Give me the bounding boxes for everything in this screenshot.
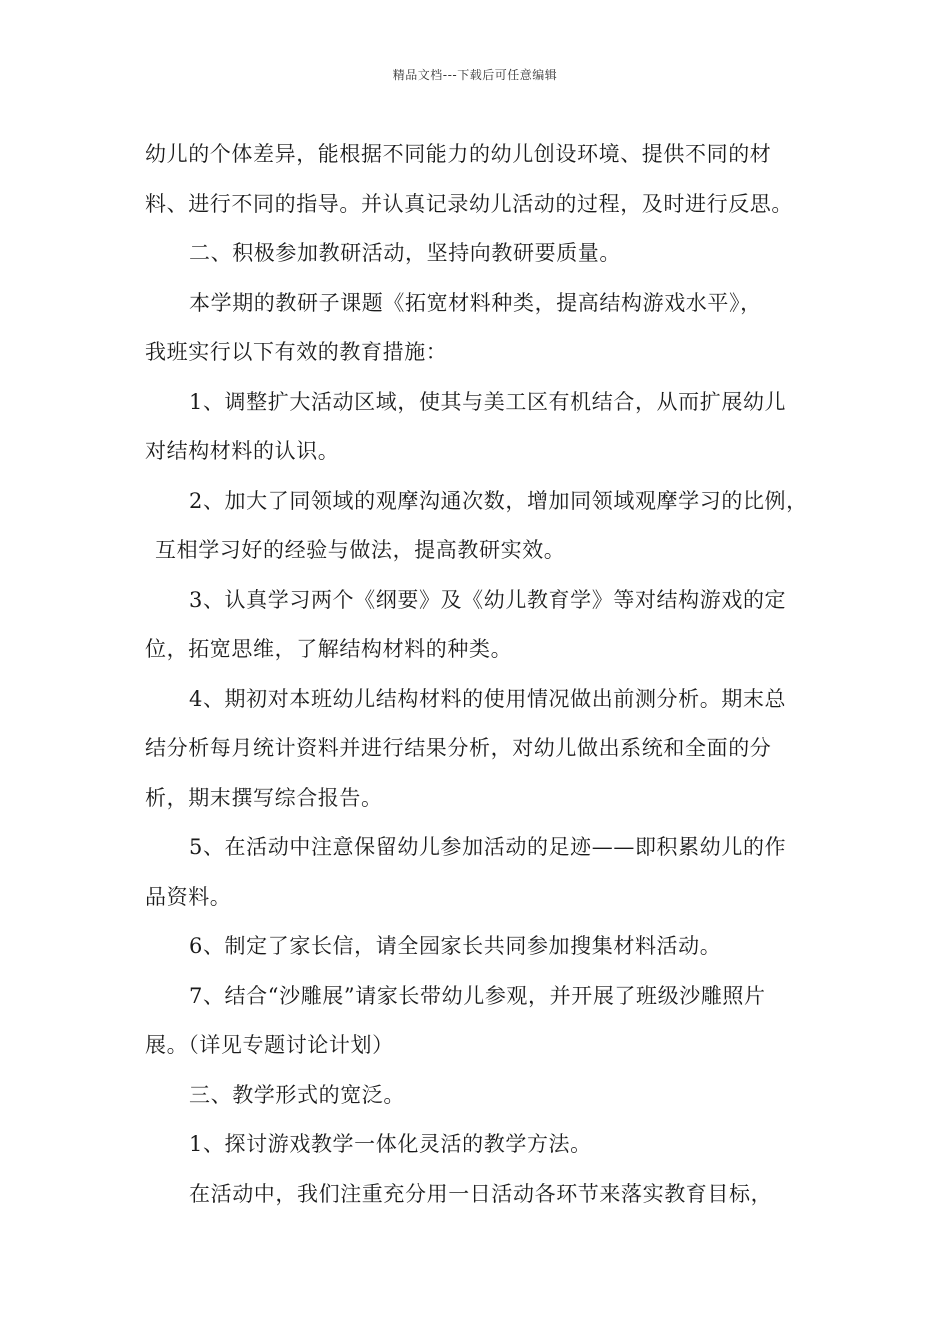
- section-heading: 三、教学形式的宽泛。: [189, 1082, 405, 1107]
- list-item: 7、结合“沙雕展”请家长带幼儿参观，并开展了班级沙雕照片: [189, 983, 766, 1008]
- text-line: 幼儿的个体差异，能根据不同能力的幼儿创设环境、提供不同的材: [145, 142, 772, 166]
- text-line: 品资料。: [145, 884, 232, 909]
- text-line: 展。（详见专题讨论计划）: [145, 1033, 394, 1057]
- text-line: 析，期末撰写综合报告。: [145, 785, 383, 810]
- text-line: 位，拓宽思维，了解结构材料的种类。: [145, 637, 513, 661]
- section-heading: 二、积极参加教研活动，坚持向教研要质量。: [189, 241, 621, 265]
- document-body: [145, 130, 817, 1219]
- text-line: 本学期的教研子课题《拓宽材料种类，提高结构游戏水平》，: [189, 290, 762, 315]
- text-line: 互相学习好的经验与做法，提高教研实效。: [155, 538, 566, 562]
- text-line: 我班实行以下有效的教育措施：: [145, 340, 448, 364]
- list-item: 5、在活动中注意保留幼儿参加活动的足迹——即积累幼儿的作: [189, 835, 787, 859]
- list-item: 1、调整扩大活动区域，使其与美工区有机结合，从而扩展幼儿: [189, 389, 787, 414]
- list-item: 4、期初对本班幼儿结构材料的使用情况做出前测分析。期末总: [189, 686, 787, 711]
- list-item: 1、探讨游戏教学一体化灵活的教学方法。: [189, 1132, 592, 1156]
- list-item: 3、认真学习两个《纲要》及《幼儿教育学》等对结构游戏的定: [189, 587, 787, 612]
- text-line: 结分析每月统计资料并进行结果分析，对幼儿做出系统和全面的分: [145, 736, 772, 760]
- page-header: 精品文档---下载后可任意编辑: [392, 68, 558, 82]
- text-line: 在活动中，我们注重充分用一日活动各环节来落实教育目标，: [189, 1181, 773, 1206]
- list-item: 2、加大了同领域的观摩沟通次数，增加同领域观摩学习的比例，: [189, 488, 808, 513]
- text-line: 对结构材料的认识。: [145, 439, 340, 463]
- text-line: 料、进行不同的指导。并认真记录幼儿活动的过程，及时进行反思。: [145, 191, 793, 216]
- list-item: 6、制定了家长信，请全园家长共同参加搜集材料活动。: [189, 934, 722, 958]
